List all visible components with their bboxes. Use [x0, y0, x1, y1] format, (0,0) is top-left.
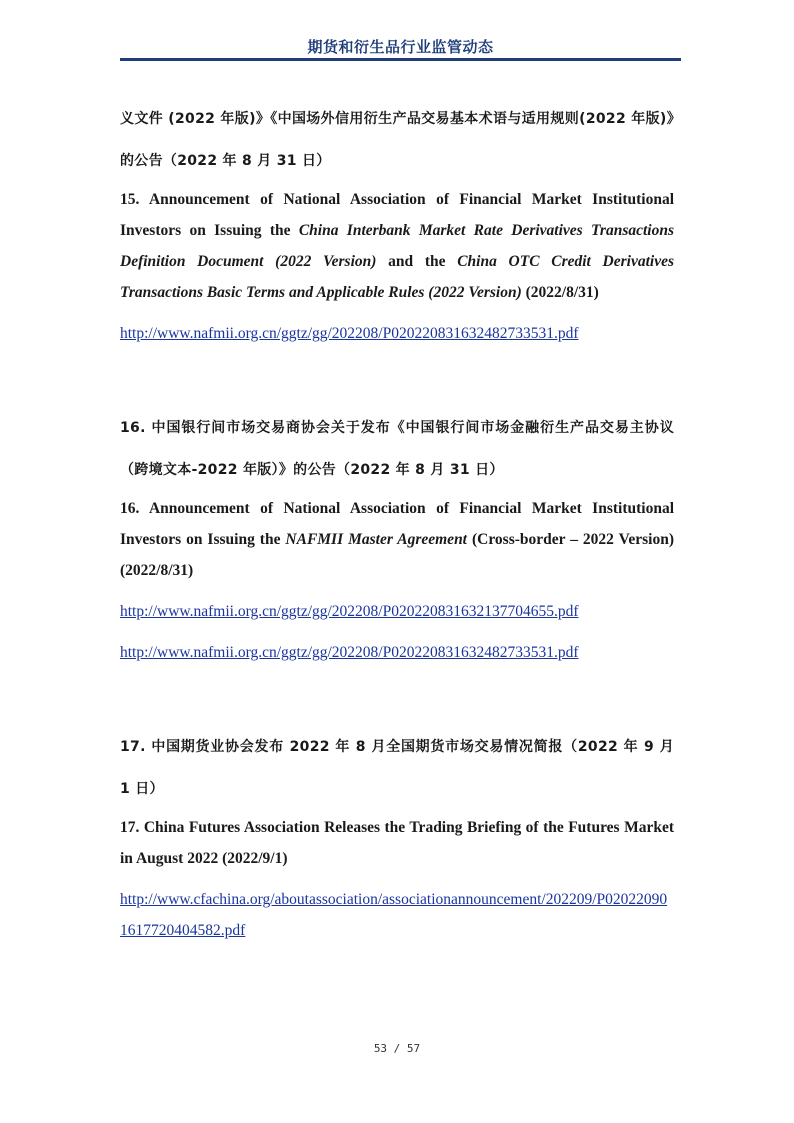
item-16-en-title — [120, 493, 674, 586]
item-16-link-1[interactable]: http://www.nafmii.org.cn/ggtz/gg/202208/P020220831632137704655.pdf — [120, 603, 579, 620]
item-15-en-mid: and the — [376, 253, 458, 270]
item-17-cn-title: 17. 中国期货业协会发布 2022 年 8 月全国期货市场交易情况简报（2022 年 9 月 1 日） — [120, 739, 674, 797]
header-title: 期货和衍生品行业监管动态 — [307, 38, 494, 56]
item-15-cn-title: 义文件 (2022 年版)》《中国场外信用衍生产品交易基本术语与适用规则(2022 年版)》的公告（2022 年 8 月 31 日） — [120, 111, 674, 169]
item-16-cn-title: 16. 中国银行间市场交易商协会关于发布《中国银行间市场金融衍生产品交易主协议（跨境文本-2022 年版）》的公告（2022 年 8 月 31 日） — [120, 420, 674, 478]
item-17-link-1[interactable]: http://www.cfachina.org/aboutassociation/associationannouncement/202209/P020220901617720404582.pdf — [120, 891, 668, 939]
content-body — [120, 98, 674, 946]
item-15-en-suffix: (2022/8/31) — [521, 284, 599, 301]
item-15-en-doc-1: China Interbank Market Rate Derivatives Transactions Definition Document (2022 Version) — [120, 222, 675, 270]
page-number: 53 / 57 — [373, 1042, 421, 1055]
item-17-en-title: 17. China Futures Association Releases the Trading Briefing of the Futures Market in August 2022 (2022/9/1) — [120, 819, 674, 867]
item-16-en-prefix: 16. Announcement of National Association of Financial Market Institutional Investors on Issuing the — [120, 500, 674, 548]
item-15-en-doc-2: China OTC Credit Derivatives Transactions Basic Terms and Applicable Rules (2022 Version) — [120, 253, 675, 301]
item-15-en-title — [120, 184, 674, 308]
header-rule — [120, 58, 681, 61]
item-15-en-prefix: 15. Announcement of National Association of Financial Market Institutional Investors on Issuing the — [120, 191, 674, 239]
item-15-link-1[interactable]: http://www.nafmii.org.cn/ggtz/gg/202208/P020220831632482733531.pdf — [120, 325, 579, 342]
item-16-en-suffix: (Cross-border – 2022 Version) (2022/8/31) — [120, 531, 674, 579]
item-16-link-2[interactable]: http://www.nafmii.org.cn/ggtz/gg/202208/P020220831632482733531.pdf — [120, 644, 579, 661]
item-16-en-doc-1: NAFMII Master Agreement — [285, 531, 467, 548]
